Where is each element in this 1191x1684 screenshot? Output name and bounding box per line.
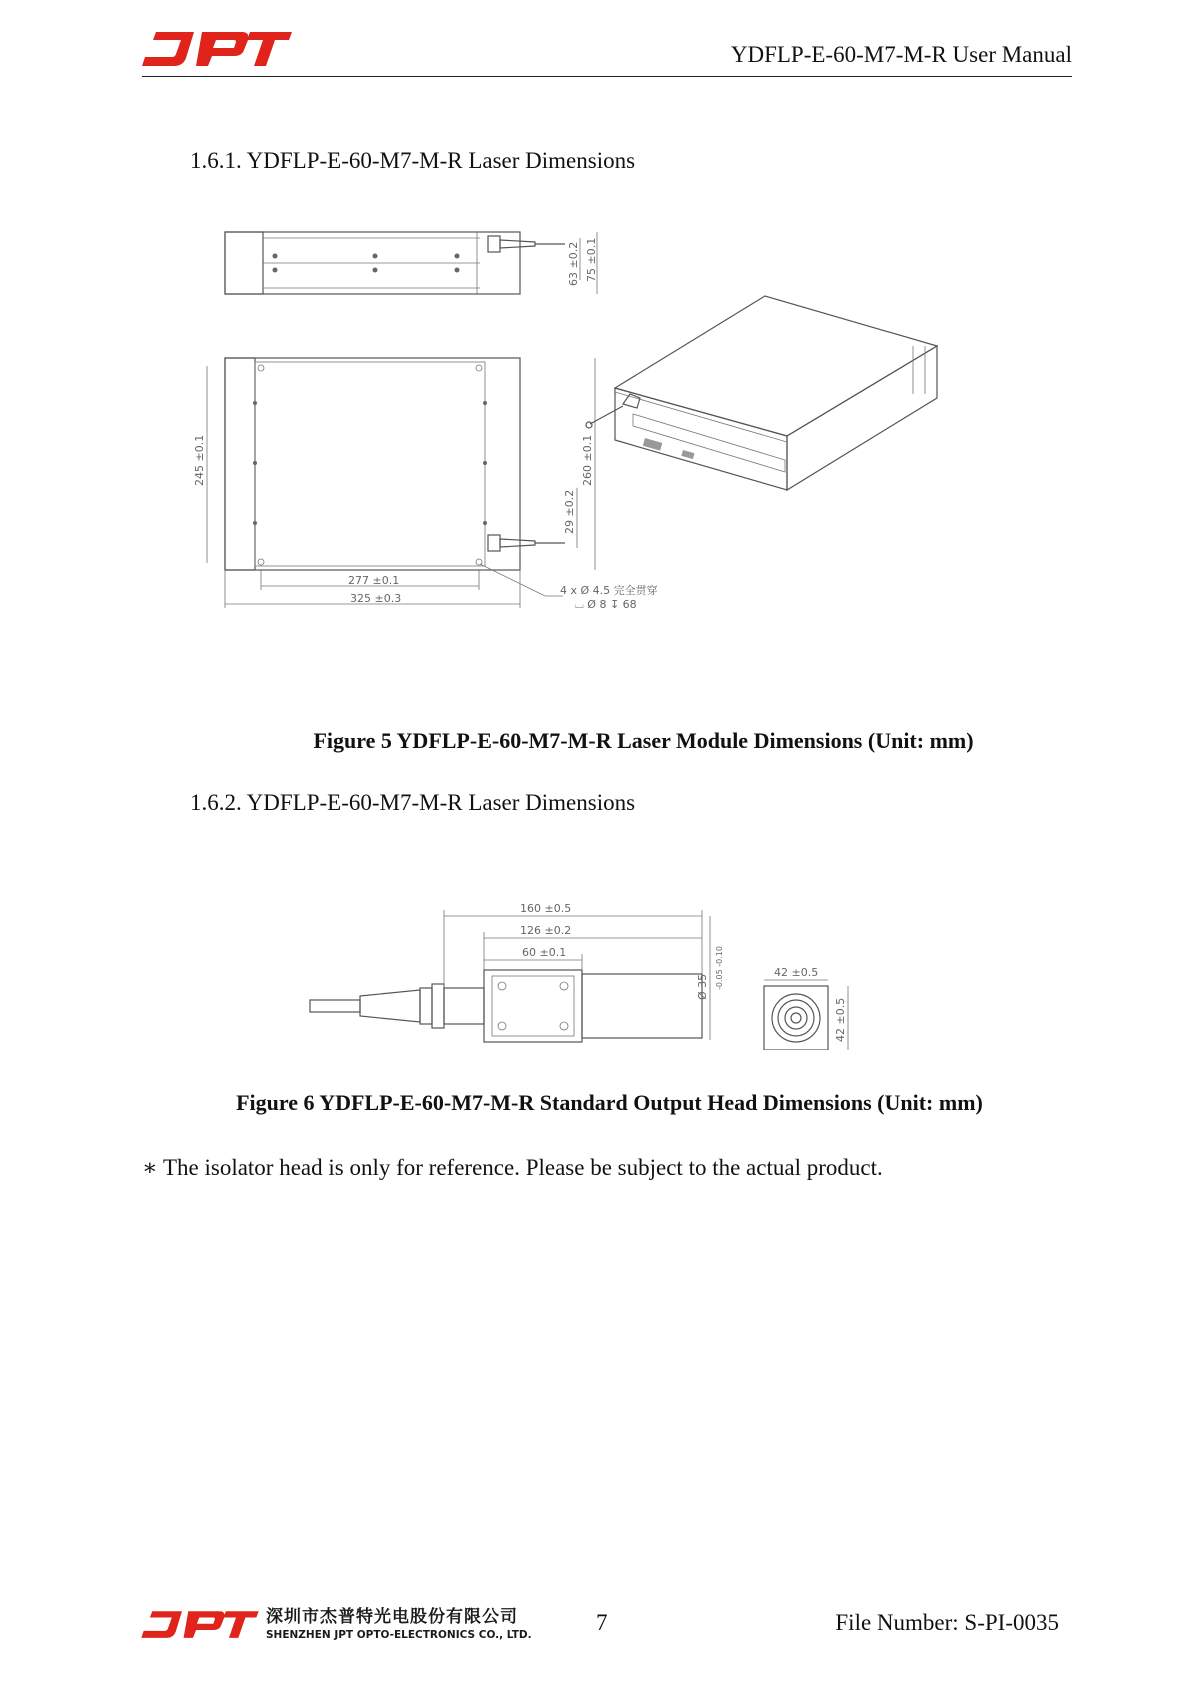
footer-company [266, 1602, 532, 1641]
company-name-cn: 深圳市杰普特光电股份有限公司 [266, 1607, 518, 1627]
laser-module-dimension-drawing [185, 228, 1015, 668]
top-view [193, 358, 658, 611]
dim-tolerance: -0.05 -0.10 [715, 946, 724, 990]
file-number: File Number: S-PI-0035 [835, 1610, 1059, 1635]
dim-160: 160 ±0.5 [520, 902, 572, 915]
footer-jpt-logo [140, 1605, 260, 1641]
section-heading-1-6-1: 1.6.1. YDFLP-E-60-M7-M-R Laser Dimensions [190, 148, 636, 173]
figure-5-caption: Figure 5 YDFLP-E-60-M7-M-R Laser Module Dimensions (Unit: mm) [313, 728, 974, 753]
hole-spec-2: ⌴ Ø 8 ↧ 68 [575, 598, 637, 611]
isometric-view [586, 296, 937, 490]
dim-75: 75 ±0.1 [585, 237, 598, 282]
dim-245: 245 ±0.1 [193, 434, 206, 486]
figure-6-caption: Figure 6 YDFLP-E-60-M7-M-R Standard Output Head Dimensions (Unit: mm) [236, 1090, 983, 1115]
reference-note: ∗ The isolator head is only for reference. Please be subject to the actual product. [142, 1155, 883, 1180]
dim-63: 63 ±0.2 [567, 241, 580, 286]
dim-dia35: Ø 35 [696, 973, 709, 1000]
document-title: YDFLP-E-60-M7-M-R User Manual [730, 42, 1072, 67]
output-head-end-view [764, 966, 848, 1050]
jpt-logo [142, 24, 292, 70]
output-head-dimension-drawing [300, 890, 900, 1050]
dim-60: 60 ±0.1 [522, 946, 567, 959]
side-view [225, 232, 598, 294]
dim-width-42: 42 ±0.5 [774, 966, 819, 979]
dim-126: 126 ±0.2 [520, 924, 572, 937]
output-head-side-view [310, 902, 724, 1042]
dim-325: 325 ±0.3 [350, 592, 402, 605]
section-heading-1-6-2: 1.6.2. YDFLP-E-60-M7-M-R Laser Dimensions [190, 790, 636, 815]
dim-29: 29 ±0.2 [563, 489, 576, 534]
page-number: 7 [596, 1610, 608, 1635]
company-name-en: SHENZHEN JPT OPTO-ELECTRONICS CO., LTD. [266, 1629, 532, 1641]
dim-277: 277 ±0.1 [348, 574, 400, 587]
dim-260: 260 ±0.1 [581, 434, 594, 486]
header-divider [142, 76, 1072, 77]
hole-spec-1: 4 x Ø 4.5 完全贯穿 [560, 584, 658, 597]
dim-height-42: 42 ±0.5 [834, 997, 847, 1042]
